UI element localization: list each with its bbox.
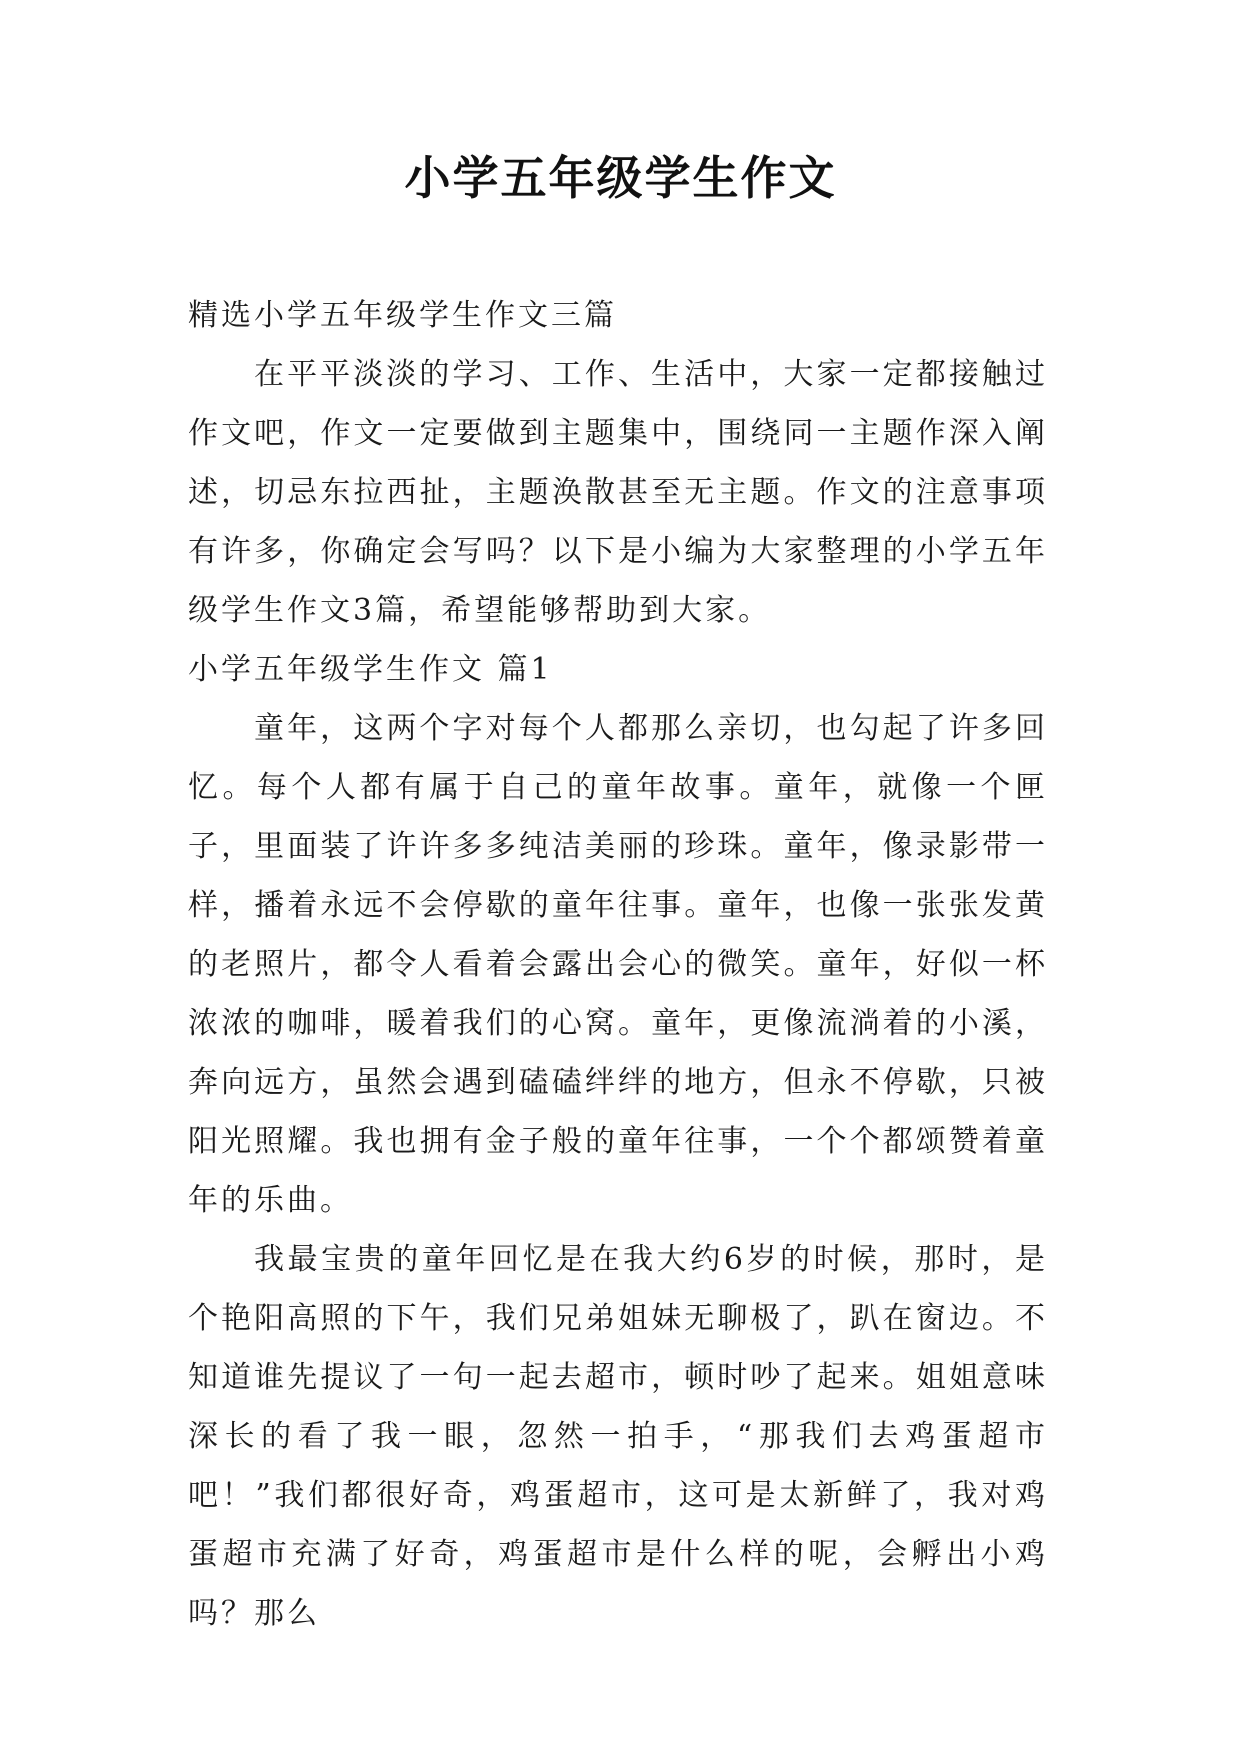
document-body: [188, 286, 1048, 1643]
body-paragraph-1: 童年，这两个字对每个人都那么亲切，也勾起了许多回忆。每个人都有属于自己的童年故事。童年，就像一个匣子，里面装了许许多多纯洁美丽的珍珠。童年，像录影带一样，播着永远不会停歇的童年往事。童年，也像一张张发黄的老照片，都令人看着会露出会心的微笑。童年，好似一杯浓浓的咖啡，暖着我们的心窝。童年，更像流淌着的小溪，奔向远方，虽然会遇到磕磕绊绊的地方，但永不停歇，只被阳光照耀。我也拥有金子般的童年往事，一个个都颂赞着童年的乐曲。: [188, 711, 1048, 1218]
body-paragraph-2: 我最宝贵的童年回忆是在我大约6岁的时候，那时，是个艳阳高照的下午，我们兄弟姐妹无聊极了，趴在窗边。不知道谁先提议了一句一起去超市，顿时吵了起来。姐姐意味深长的看了我一眼，忽然一拍手，“那我们去鸡蛋超市吧！”我们都很好奇，鸡蛋超市，这可是太新鲜了，我对鸡蛋超市充满了好奇，鸡蛋超市是什么样的呢，会孵出小鸡吗？那么: [188, 1242, 1048, 1631]
intro-paragraph: 在平平淡淡的学习、工作、生活中，大家一定都接触过作文吧，作文一定要做到主题集中，围绕同一主题作深入阐述，切忌东拉西扯，主题涣散甚至无主题。作文的注意事项有许多，你确定会写吗？以下是小编为大家整理的小学五年级学生作文3篇，希望能够帮助到大家。: [188, 357, 1048, 628]
page-title: 小学五年级学生作文: [404, 151, 837, 205]
section-heading: 小学五年级学生作文 篇1: [188, 652, 553, 687]
document-subtitle: 精选小学五年级学生作文三篇: [188, 298, 617, 333]
